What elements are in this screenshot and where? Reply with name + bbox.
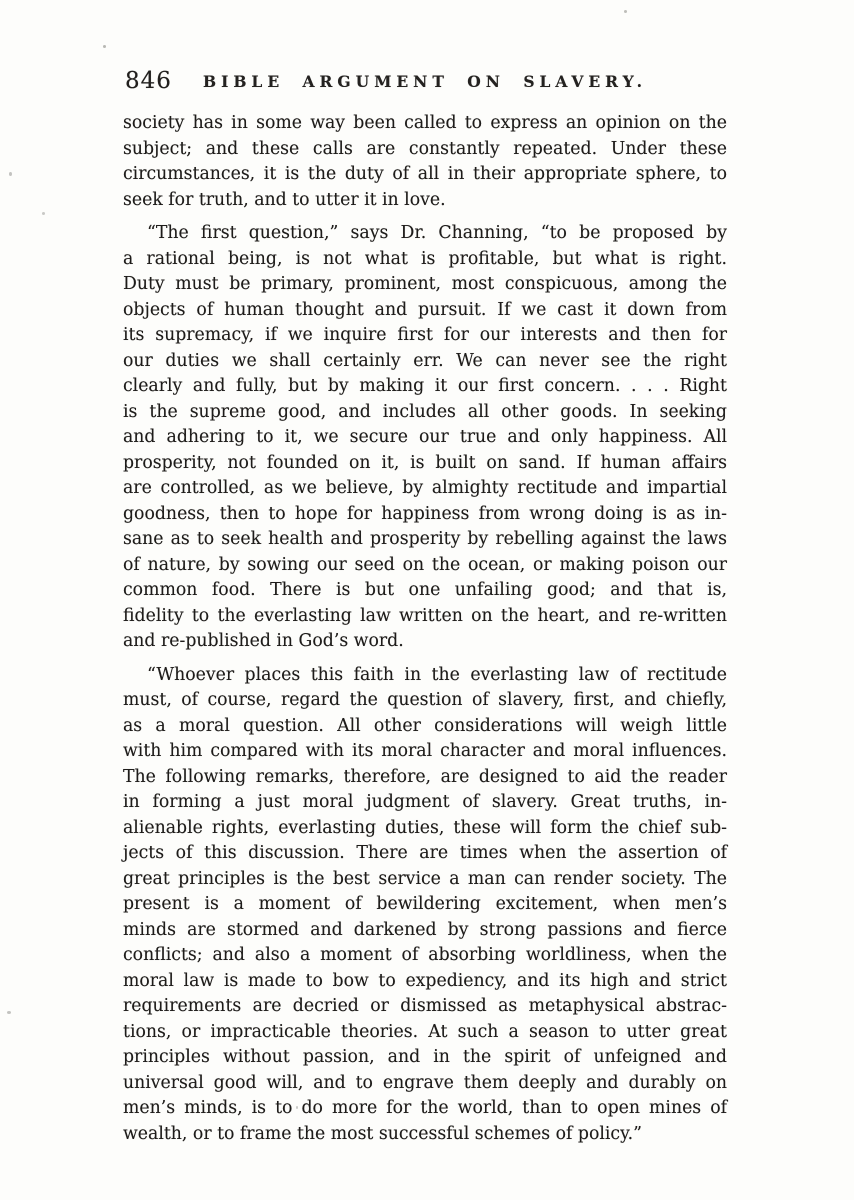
page-number: 846 <box>125 68 172 94</box>
text-line: as a moral question. All other considerations will weigh little <box>123 715 727 736</box>
text-line: a rational being, is not what is profitable, but what is right. <box>123 248 727 269</box>
text-line: with him compared with its moral character and moral influences. <box>123 741 727 761</box>
text-line: society has in some way been called to express an opinion on the <box>123 113 727 133</box>
paragraph <box>123 111 727 213</box>
text-line: prosperity, not founded on it, is built on sand. If human affairs <box>123 452 727 473</box>
text-line: common food. There is but one unfailing good; and that is, <box>123 580 727 600</box>
text-line: clearly and fully, but by making it our first concern. . . . Right <box>123 376 727 396</box>
text-line: sane as to seek health and prosperity by rebelling against the laws <box>123 529 727 549</box>
text-line: minds are stormed and darkened by strong passions and fierce <box>123 919 727 940</box>
text-line: universal good will, and to engrave them deeply and durably on <box>123 1072 727 1093</box>
text-line: fidelity to the everlasting law written on the heart, and re-written <box>123 605 727 626</box>
text-line: moral law is made to bow to expediency, and its high and strict <box>123 970 727 991</box>
text-line: great principles is the best service a man can render society. The <box>123 868 727 889</box>
text-line: seek for truth, and to utter it in love. <box>123 189 446 210</box>
running-title: BIBLE ARGUMENT ON SLAVERY. <box>202 72 648 91</box>
text-line: “The first question,” says Dr. Channing, “to be proposed by <box>147 223 727 243</box>
scan-speck <box>42 212 45 215</box>
text-line: present is a moment of bewildering excitement, when men’s <box>123 894 727 914</box>
text-line: our duties we shall certainly err. We can never see the right <box>123 350 727 371</box>
scan-speck <box>7 1011 11 1014</box>
text-line: objects of human thought and pursuit. If we cast it down from <box>123 299 727 320</box>
text-line: of nature, by sowing our seed on the ocean, or making poison our <box>123 554 727 575</box>
text-line: subject; and these calls are constantly repeated. Under these <box>123 138 727 159</box>
text-line: requirements are decried or dismissed as metaphysical abstrac- <box>123 996 727 1016</box>
text-line: and adhering to it, we secure our true and only happiness. All <box>123 427 727 447</box>
text-line: are controlled, as we believe, by almighty rectitude and impartial <box>123 478 727 498</box>
text-line: its supremacy, if we inquire first for our interests and then for <box>123 325 727 345</box>
text-line: in forming a just moral judgment of slavery. Great truths, in- <box>123 792 727 812</box>
text-line: goodness, then to hope for happiness from wrong doing is as in- <box>123 503 727 524</box>
text-line: men’s minds, is to do more for the world, than to open mines of <box>123 1098 727 1118</box>
text-line: wealth, or to frame the most successful schemes of policy.” <box>123 1123 642 1144</box>
text-line: circumstances, it is the duty of all in their appropriate sphere, to <box>123 164 727 184</box>
text-line: principles without passion, and in the spirit of unfeigned and <box>123 1047 727 1067</box>
page-header <box>123 66 727 100</box>
scan-speck <box>624 10 627 13</box>
text-line: must, of course, regard the question of slavery, first, and chiefly, <box>123 690 727 710</box>
scan-speck <box>103 45 106 48</box>
scan-speck <box>296 1106 298 1109</box>
scan-speck <box>9 172 12 176</box>
body-text <box>123 111 727 1147</box>
text-line: conflicts; and also a moment of absorbing worldliness, when the <box>123 945 727 965</box>
paragraph <box>123 663 727 1148</box>
text-line: tions, or impracticable theories. At such a season to utter great <box>123 1021 727 1042</box>
text-line: jects of this discussion. There are times when the assertion of <box>123 843 727 863</box>
text-line: is the supreme good, and includes all other goods. In seeking <box>123 401 727 422</box>
text-line: Duty must be primary, prominent, most conspicuous, among the <box>123 274 727 294</box>
text-line: alienable rights, everlasting duties, these will form the chief sub- <box>123 817 727 838</box>
paragraph <box>123 221 727 655</box>
text-line: and re-published in God’s word. <box>123 631 404 651</box>
text-line: “Whoever places this faith in the everlasting law of rectitude <box>147 664 727 685</box>
text-line: The following remarks, therefore, are designed to aid the reader <box>123 766 727 787</box>
